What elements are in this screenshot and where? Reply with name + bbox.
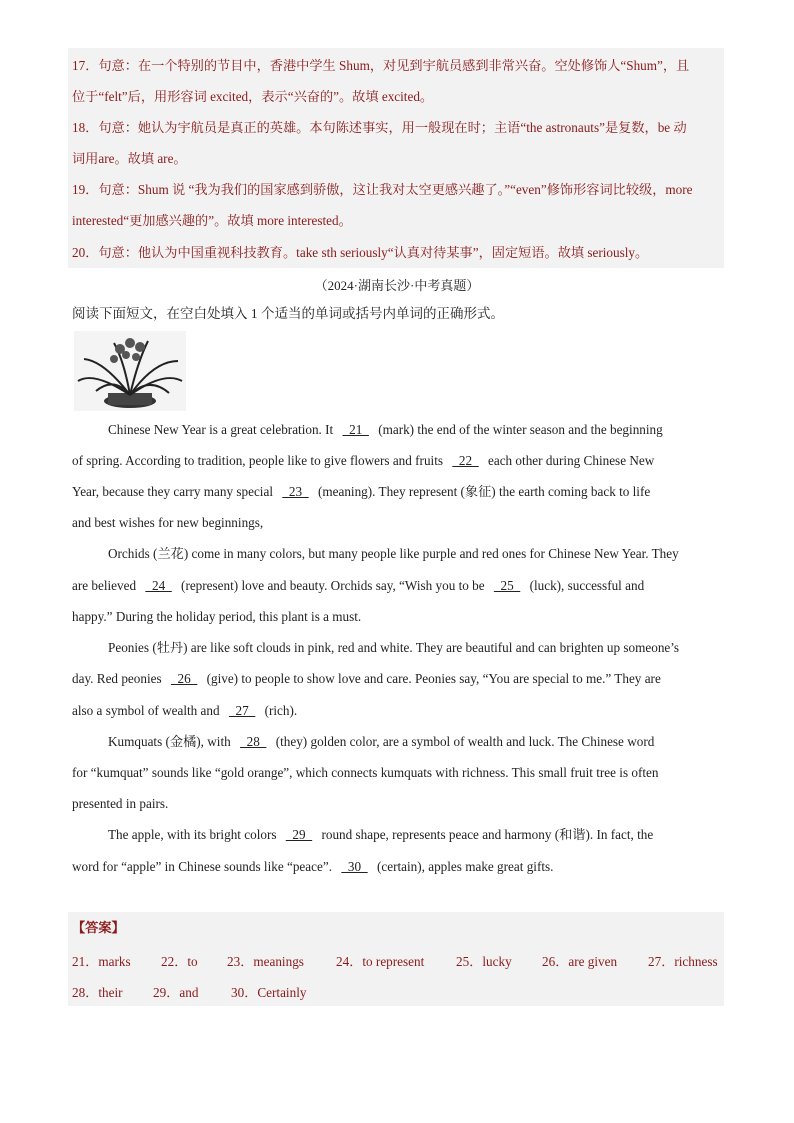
- answer-item: 30．Certainly: [231, 985, 307, 1000]
- passage-text: of spring. According to tradition, people like to give flowers and fruits: [72, 453, 447, 468]
- passage-line: [72, 452, 654, 470]
- blank-29[interactable]: 29: [285, 827, 313, 842]
- explanation-line: 词用are。故填 are。: [72, 151, 187, 166]
- passage-text: (meaning). They represent (象征) the earth coming back to life: [314, 484, 651, 499]
- blank-22[interactable]: 22: [452, 453, 479, 468]
- passage-line: [72, 608, 361, 626]
- passage-text: and best wishes for new beginnings,: [72, 515, 264, 530]
- explanation-line: 19．句意：Shum 说 “我为我们的国家感到骄傲，这让我对太空更感兴趣了。”“even”修饰形容词比较级，more: [72, 182, 693, 197]
- passage-line: [72, 764, 658, 782]
- passage-text: Kumquats (金橘), with: [108, 734, 235, 749]
- answer-item: 21．marks: [72, 954, 131, 969]
- passage-text: are believed: [72, 578, 140, 593]
- passage-text: presented in pairs.: [72, 796, 169, 811]
- passage-text: Year, because they carry many special: [72, 484, 277, 499]
- passage-text: (rich).: [261, 703, 298, 718]
- blank-28[interactable]: 28: [240, 734, 267, 749]
- passage-text: day. Red peonies: [72, 671, 165, 686]
- explanation-line: 18．句意：她认为宇航员是真正的英雄。本句陈述事实，用一般现在时；主语“the astronauts”是复数，be 动: [72, 120, 687, 135]
- explanation-line: 20．句意：他认为中国重视科技教育。take sth seriously“认真对待某事”，固定短语。故填 seriously。: [72, 245, 649, 260]
- passage-text: (mark) the end of the winter season and the beginning: [374, 422, 663, 437]
- passage-line: [72, 858, 553, 876]
- passage-text: round shape, represents peace and harmony (和谐). In fact, the: [318, 827, 654, 842]
- answer-item: 27．richness: [648, 954, 718, 969]
- passage-line: [72, 670, 661, 688]
- passage-text: Chinese New Year is a great celebration. It: [108, 422, 337, 437]
- passage-line: [108, 421, 663, 439]
- passage-line: [72, 483, 650, 501]
- passage-text: each other during Chinese New: [484, 453, 655, 468]
- blank-26[interactable]: 26: [170, 671, 198, 686]
- blank-21[interactable]: 21: [342, 422, 369, 437]
- passage-line: [72, 795, 168, 813]
- passage-text: Peonies (牡丹) are like soft clouds in pink, red and white. They are beautiful and can brighten up someone’s: [108, 640, 680, 655]
- explanation-line: 17．句意：在一个特别的节目中，香港中学生 Shum，对见到宇航员感到非常兴奋。空处修饰人“Shum”，且: [72, 58, 690, 73]
- passage-text: (give) to people to show love and care. Peonies say, “You are special to me.” They are: [203, 671, 661, 686]
- passage-text: (they) golden color, are a symbol of wealth and luck. The Chinese word: [272, 734, 655, 749]
- passage-line: [72, 514, 263, 532]
- answer-item: 22．to: [161, 954, 198, 969]
- passage-text: for “kumquat” sounds like “gold orange”, which connects kumquats with richness. This small fruit tree is often: [72, 765, 659, 780]
- passage-text: (certain), apples make great gifts.: [373, 859, 554, 874]
- explanation-line: 位于“felt”后，用形容词 excited，表示“兴奋的”。故填 excited。: [72, 89, 434, 104]
- passage-text: (represent) love and beauty. Orchids say, “Wish you to be: [177, 578, 488, 593]
- instruction: 阅读下面短文，在空白处填入 1 个适当的单词或括号内单词的正确形式。: [72, 306, 504, 321]
- passage-text: also a symbol of wealth and: [72, 703, 223, 718]
- orchid-image: [74, 331, 186, 411]
- answer-item: 24．to represent: [336, 954, 425, 969]
- blank-25[interactable]: 25: [493, 578, 521, 593]
- answer-item: 23．meanings: [227, 954, 304, 969]
- passage-text: (luck), successful and: [526, 578, 645, 593]
- passage-line: [108, 826, 653, 844]
- answer-item: 28．their: [72, 985, 123, 1000]
- passage-line: [108, 639, 679, 657]
- passage-text: word for “apple” in Chinese sounds like “peace”.: [72, 859, 336, 874]
- blank-27[interactable]: 27: [228, 703, 256, 718]
- passage-line: [108, 545, 679, 563]
- passage-line: [108, 733, 654, 751]
- answer-item: 26．are given: [542, 954, 618, 969]
- answer-item: 29．and: [153, 985, 199, 1000]
- blank-30[interactable]: 30: [341, 859, 368, 874]
- blank-23[interactable]: 23: [282, 484, 309, 499]
- passage-line: [72, 577, 644, 595]
- blank-24[interactable]: 24: [145, 578, 172, 593]
- explanation-line: interested“更加感兴趣的”。故填 more interested。: [72, 213, 352, 228]
- passage-line: [72, 702, 297, 720]
- answer-title: 【答案】: [72, 920, 125, 935]
- passage-text: The apple, with its bright colors: [108, 827, 280, 842]
- passage-text: happy.” During the holiday period, this plant is a must.: [72, 609, 362, 624]
- source-label: （2024·湖南长沙·中考真题）: [314, 278, 480, 293]
- answer-item: 25．lucky: [456, 954, 512, 969]
- passage-text: Orchids (兰花) come in many colors, but many people like purple and red ones for Chinese New Year. They: [108, 546, 679, 561]
